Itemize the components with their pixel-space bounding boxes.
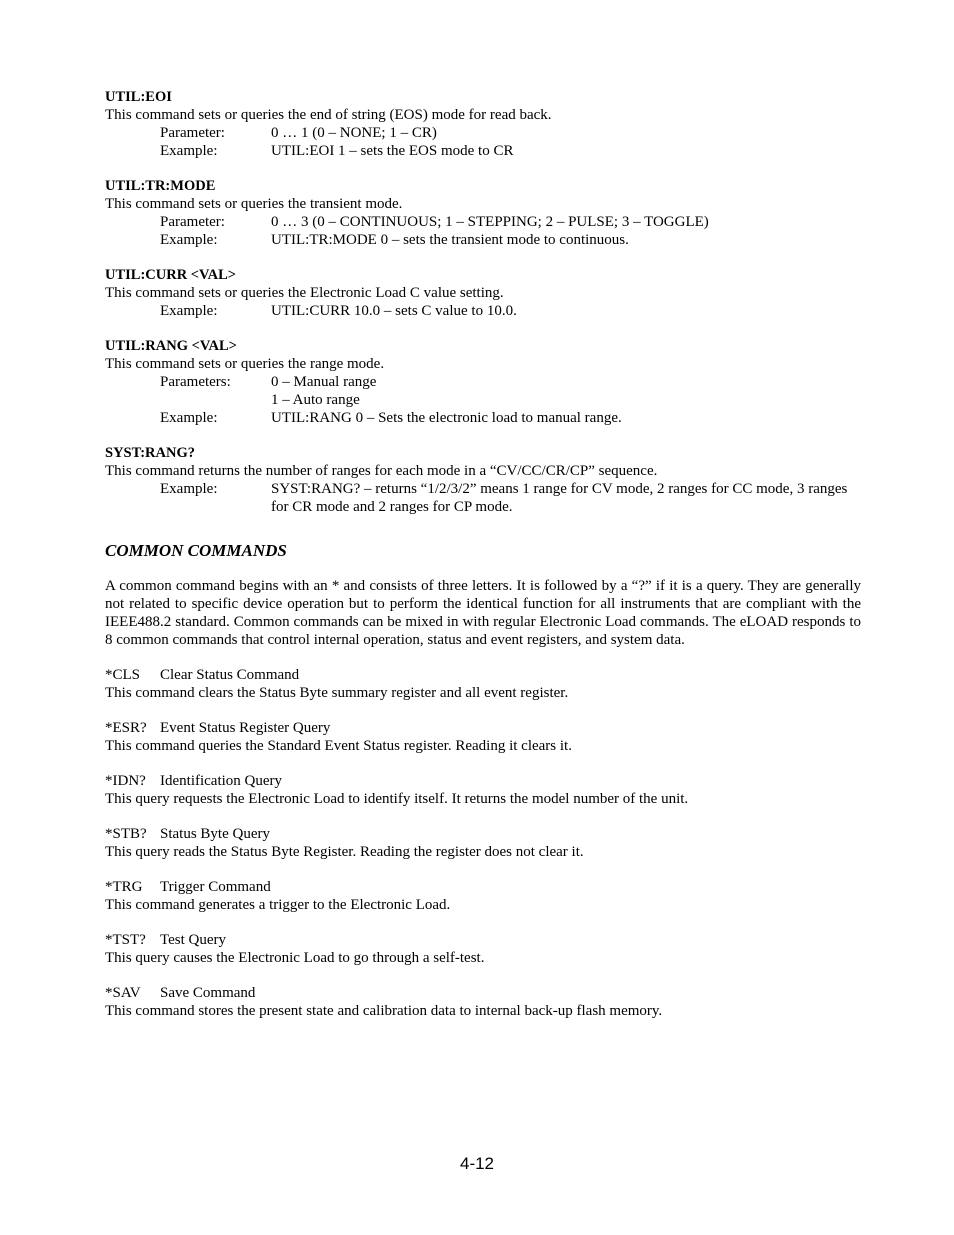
common-command-item bbox=[105, 878, 861, 914]
common-command-header bbox=[105, 878, 861, 896]
common-command-item bbox=[105, 719, 861, 755]
example-key: Example: bbox=[160, 143, 218, 159]
example-key: Example: bbox=[160, 410, 218, 426]
common-commands-intro: A common command begins with an * and consists of three letters. It is followed by a “?” if it is a query. They are generally not related to specific device operation but to perform the identical function for all instruments that are compliant with the IEEE488.2 standard. Common commands can be mixed in with regular Electronic Load commands. The eLOAD responds to 8 common commands that control internal operation, status and event registers, and system data. bbox=[105, 578, 861, 648]
common-command-name: Test Query bbox=[160, 932, 227, 948]
common-command-description: This command stores the present state and calibration data to internal back-up flash memory. bbox=[105, 1003, 663, 1019]
common-command-description: This command generates a trigger to the Electronic Load. bbox=[105, 897, 451, 913]
common-command-description: This query requests the Electronic Load to identify itself. It returns the model number of the unit. bbox=[105, 791, 689, 807]
command-description: This command returns the number of ranges for each mode in a “CV/CC/CR/CP” sequence. bbox=[105, 463, 658, 479]
example-key: Example: bbox=[160, 481, 218, 497]
common-command-header bbox=[105, 772, 861, 790]
document-page bbox=[105, 88, 861, 1020]
example-row bbox=[160, 142, 861, 160]
command-description: This command sets or queries the Electronic Load C value setting. bbox=[105, 285, 504, 301]
command-title: UTIL:RANG <VAL> bbox=[105, 338, 237, 354]
common-command-item bbox=[105, 772, 861, 808]
common-command-name: Trigger Command bbox=[160, 879, 271, 895]
common-command-header bbox=[105, 825, 861, 843]
param-row bbox=[160, 124, 861, 142]
common-command-item bbox=[105, 666, 861, 702]
example-row bbox=[160, 409, 861, 427]
common-command-description: This command clears the Status Byte summary register and all event register. bbox=[105, 685, 569, 701]
common-command-name: Status Byte Query bbox=[160, 826, 270, 842]
command-syst-rang bbox=[105, 444, 861, 516]
common-command-item bbox=[105, 984, 861, 1020]
command-title: UTIL:CURR <VAL> bbox=[105, 267, 237, 283]
common-command-header bbox=[105, 719, 861, 737]
param-row bbox=[160, 391, 861, 409]
page-number: 4-12 bbox=[459, 1154, 495, 1173]
common-command-code: *TST? bbox=[105, 932, 146, 948]
command-title: UTIL:EOI bbox=[105, 89, 172, 105]
example-value: UTIL:RANG 0 – Sets the electronic load to manual range. bbox=[271, 410, 622, 426]
common-command-description: This query causes the Electronic Load to go through a self-test. bbox=[105, 950, 485, 966]
example-row bbox=[160, 302, 861, 320]
example-value: UTIL:EOI 1 – sets the EOS mode to CR bbox=[271, 143, 514, 159]
command-title: SYST:RANG? bbox=[105, 445, 195, 461]
common-command-header bbox=[105, 666, 861, 684]
common-command-header bbox=[105, 984, 861, 1002]
common-command-code: *IDN? bbox=[105, 773, 146, 789]
section-title-common-commands: COMMON COMMANDS bbox=[105, 541, 287, 560]
example-value: UTIL:CURR 10.0 – sets C value to 10.0. bbox=[271, 303, 517, 319]
example-key: Example: bbox=[160, 303, 218, 319]
example-key: Example: bbox=[160, 232, 218, 248]
example-row bbox=[160, 231, 861, 249]
common-command-name: Identification Query bbox=[160, 773, 283, 789]
command-description: This command sets or queries the end of string (EOS) mode for read back. bbox=[105, 107, 552, 123]
example-row bbox=[160, 480, 861, 516]
param-key: Parameter: bbox=[160, 214, 225, 230]
example-value: UTIL:TR:MODE 0 – sets the transient mode to continuous. bbox=[271, 232, 629, 248]
param-key bbox=[160, 391, 271, 409]
command-title: UTIL:TR:MODE bbox=[105, 178, 216, 194]
common-command-item bbox=[105, 825, 861, 861]
command-util-rang bbox=[105, 337, 861, 427]
param-value: 1 – Auto range bbox=[271, 392, 360, 408]
common-command-code: *TRG bbox=[105, 879, 143, 895]
param-key: Parameter: bbox=[160, 125, 225, 141]
param-row bbox=[160, 373, 861, 391]
common-command-code: *SAV bbox=[105, 985, 141, 1001]
common-command-description: This command queries the Standard Event Status register. Reading it clears it. bbox=[105, 738, 572, 754]
command-description: This command sets or queries the range mode. bbox=[105, 356, 385, 372]
command-util-tr-mode bbox=[105, 177, 861, 249]
common-command-name: Clear Status Command bbox=[160, 667, 300, 683]
common-command-header bbox=[105, 931, 861, 949]
common-command-description: This query reads the Status Byte Register. Reading the register does not clear it. bbox=[105, 844, 584, 860]
common-command-code: *CLS bbox=[105, 667, 141, 683]
command-util-eoi bbox=[105, 88, 861, 160]
common-command-code: *STB? bbox=[105, 826, 147, 842]
common-command-item bbox=[105, 931, 861, 967]
param-value: 0 – Manual range bbox=[271, 374, 377, 390]
param-value: 0 … 3 (0 – CONTINUOUS; 1 – STEPPING; 2 – PULSE; 3 – TOGGLE) bbox=[271, 214, 709, 230]
command-description: This command sets or queries the transient mode. bbox=[105, 196, 403, 212]
example-value: SYST:RANG? – returns “1/2/3/2” means 1 range for CV mode, 2 ranges for CC mode, 3 ranges for CR mode and 2 ranges for CP mode. bbox=[271, 481, 848, 515]
common-command-code: *ESR? bbox=[105, 720, 147, 736]
command-util-curr bbox=[105, 266, 861, 320]
param-key: Parameters: bbox=[160, 374, 231, 390]
param-row bbox=[160, 213, 861, 231]
common-command-name: Save Command bbox=[160, 985, 256, 1001]
param-value: 0 … 1 (0 – NONE; 1 – CR) bbox=[271, 125, 437, 141]
common-command-name: Event Status Register Query bbox=[160, 720, 331, 736]
